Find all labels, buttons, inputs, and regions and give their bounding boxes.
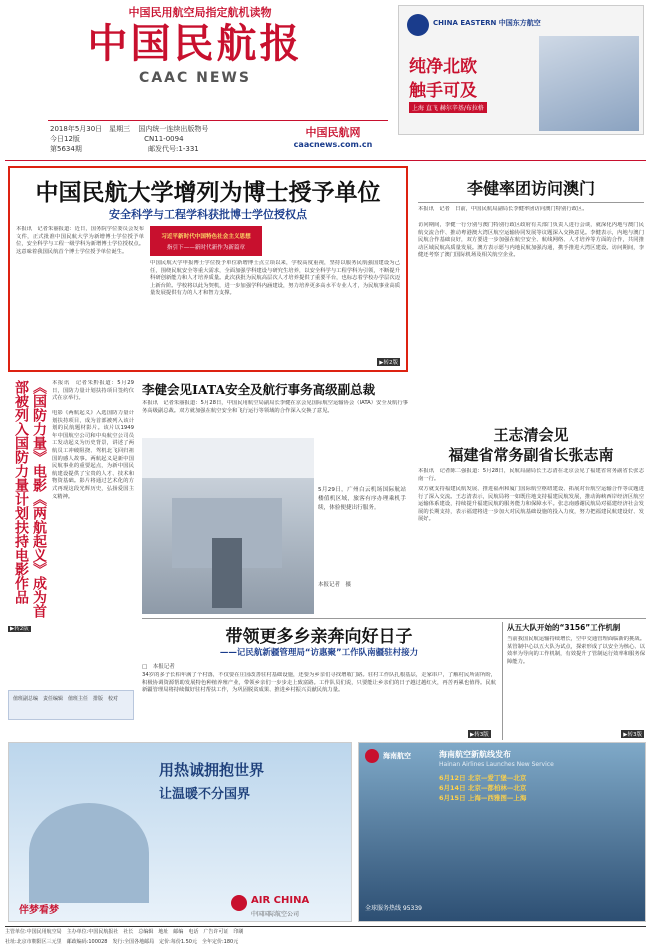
village-title: 带领更多乡亲奔向好日子 — [225, 627, 413, 647]
masthead-rule — [48, 120, 388, 121]
air-china-logo-icon — [231, 895, 247, 911]
film-more[interactable]: ▶转2版 — [10, 626, 29, 632]
airport-photo-credit: 本报记者 摄 — [318, 582, 352, 588]
lead-body: 中国民航大学申报博士学位授予单位新增博士点立项以来，学校高度重视，坚持以服务民航强国建设为己任，围绕民航安全等重大需求，全面加强学科建设与研究生培养，以安全科学与工程学科为引领，不断提升科研创新能力和人才培养质量。此次获批为民航高层次人才培养提供了重要平台，也标志着学校办学层次迈上新台阶。学校将以此为契机，进一步加强学科内涵建设，努力培养更多高水平专业人才，为民航事业高质量发展提供有力的人才和智力支撑。 — [150, 260, 400, 297]
lead-banner-line1: 习近平新时代中国特色社会主义思想 — [161, 234, 251, 240]
top-ad[interactable] — [398, 5, 644, 135]
editors-box — [8, 690, 134, 720]
lead-title: 中国民航大学增列为博士授予单位 — [35, 179, 381, 206]
footer-line1: 主管单位:中国民用航空局 主办单位:中国民航报社 社长 总编辑 地址 邮编 电话 广告许可证 印刷 — [5, 929, 244, 935]
bottom-ad-right[interactable] — [358, 742, 646, 922]
top-ad-line2: 触手可及 — [409, 81, 477, 101]
editors-text: 值班副总编 责任编辑 值班主任 排版 校对 — [13, 696, 119, 702]
issue-date: 2018年5月30日 星期三 — [50, 125, 131, 133]
fujian-byline: 本报讯 记者陈二强报道：5月28日，民航局副局长王志清在北京会见了福建省常务副省长张志南一行。 — [418, 468, 644, 482]
airport-photo-caption: 5月29日，广州白云机场国际航站楼值机区域，旅客有序办理乘机手续，体验便捷出行服务。 — [318, 487, 406, 511]
site-name: 中国民航网 — [305, 126, 361, 139]
issue-post-code: 邮发代号:1-331 — [148, 145, 199, 153]
top-ad-photo — [539, 36, 639, 131]
film-body-cont — [8, 626, 134, 686]
eastbound-box — [502, 622, 646, 740]
masthead-rule-bottom — [5, 160, 646, 161]
iata-title: 李健会见IATA安全及航行事务高级副总裁 — [142, 382, 376, 397]
bottom-ad-right-title: 海南航空新航线发布 — [439, 750, 511, 759]
top-ad-line1: 纯净北欧 — [409, 57, 477, 77]
site-url: caacnews.com.cn — [293, 140, 373, 149]
film-byline: 本报讯 记者朱黔报道：5月29日，国防力量计划扶持项目签约仪式在京举行。 — [52, 380, 134, 402]
iata-body: 本报讯 记者朱丽报道：5月28日，中国民用航空局副局长李健在京会见国际航空运输协会（IATA）安全及航行事务高级副总裁。双方就加强在航空安全和飞行运行等领域的合作深入交换了意见。 — [142, 400, 408, 414]
lead-banner — [150, 226, 262, 256]
bottom-ad-right-airline: 海南航空 — [383, 752, 411, 760]
macau-title: 李健率团访问澳门 — [466, 179, 595, 198]
macau-body: 访问期间，李健一行分别与澳门特别行政区政府有关部门负责人进行会谈，就深化内地与澳门民航交流合作、推动粤港澳大湾区航空运输协同发展等议题深入交换意见。李健表示，内地与澳门民航合作基础良好，双方要进一步加强在航空安全、航线网络、人才培养等方面的合作，共同推动区域民航高质量发展。澳方表示愿与内地民航加强沟通，携手推进大湾区建设。访问期间，李健还考察了澳门国际机场及相关航空企业。 — [418, 222, 644, 259]
bottom-ad-left-line1: 用热诚拥抱世界 — [159, 761, 265, 779]
top-ad-airline: CHINA EASTERN 中国东方航空 — [433, 19, 541, 27]
lead-subtitle: 安全科学与工程学科获批博士学位授权点 — [109, 208, 307, 221]
footer-rule — [5, 926, 646, 927]
fujian-body: 双方就支持福建民航发展、推进福州和厦门国际航空枢纽建设、拓展对台航空运输合作等议题进行了深入交流。王志清表示，民航局将一如既往地支持福建民航发展，推动海峡西岸经济区航空运输体系建设，持续提升福建民航的服务能力和保障水平。张志南感谢民航局对福建经济社会发展的长期支持，表示福建将进一步加大对民航基础设施的投入力度，努力把福建民航建设好、发展好。 — [418, 486, 644, 523]
fujian-title-2: 福建省常务副省长张志南 — [448, 446, 614, 464]
issue-cn-code: 国内统一连续出版物号 — [138, 125, 209, 133]
village-subtitle: ——记民航新疆管理局“访惠聚”工作队南疆驻村接力 — [219, 648, 419, 658]
top-ad-sub: 上海 直飞 赫尔辛基/布拉格 — [409, 102, 487, 113]
masthead-slogan: 中国民用航空局指定航机读物 — [128, 6, 272, 19]
bottom-ad-right-hotline: 全球服务热线 95339 — [365, 905, 422, 912]
airline-logo-icon — [407, 14, 429, 36]
bottom-ad-left-airline-cn: 中国国际航空公司 — [251, 911, 300, 918]
bottom-ad-left[interactable] — [8, 742, 352, 922]
village-body: 34岁的多子长柏年满了个村落，不仅要在庄园改善驻村基础设施，还要为乡亲们寻找增收门路。驻村工作队扎根基层，走家串户，了解村民所需所盼，积极协调资源帮助发展特色种植养殖产业，带领乡亲们一步步走上致富路。工作队员们说，只要能让乡亲们的日子越过越红火，再苦再累也值得。民航新疆管理局将持续做好驻村帮扶工作，为巩固脱贫成果、推进乡村振兴贡献民航力量。 — [142, 672, 496, 694]
issue-pages: 今日12版 — [50, 135, 80, 143]
village-more[interactable]: ▶转3版 — [470, 732, 489, 738]
film-body: 电影《两航起义》入选国防力量计划扶持项目，成为首部被列入该计划的民航题材影片。该片以1949年中国航空公司和中央航空公司员工发动起义为历史背景，讲述了两航员工冲破阻挠、驾机北飞回归祖国的感人故事。两航起义是新中国民航事业的重要起点，为新中国民航建设提供了宝贵的人才、技术和物资基础。影片将通过艺术化的方式再现这段光辉历史，弘扬爱国主义精神。 — [52, 410, 134, 500]
bottom-ad-left-brand: 伴梦看梦 — [19, 905, 59, 916]
masthead-en: CAAC NEWS — [139, 70, 251, 86]
lead-more[interactable]: ▶转2版 — [379, 360, 398, 366]
fujian-title-1: 王志清会见 — [493, 426, 569, 444]
masthead-title: 中国民航报 — [87, 20, 303, 67]
bottom-ad-right-subtitle: Hainan Airlines Launches New Service — [439, 761, 554, 768]
bottom-ad-left-airline: AIR CHINA — [251, 895, 310, 906]
film-title: 《国防力量》电影《两航起义》成为首部被列入国防力量计划扶持电影作品 — [13, 380, 47, 618]
eastbound-body: 当前我国民航运输持续增长，空中交通管理面临新的挑战。某管制中心以五大队为试点，探索形成了以安全为核心、以效率为导向的工作机制，有效提升了管制运行效率和服务保障能力。 — [507, 636, 645, 665]
macau-rule — [418, 202, 644, 203]
eastbound-title: 从五大队开始的“3156”工作机制 — [507, 623, 621, 632]
issue-number: 第5634期 — [50, 145, 82, 153]
footer-line2: 社址:北京市朝阳区三元里 邮政编码:100028 发行:全国各地邮局 定价:每份1.50元 全年定价:180元 — [5, 939, 239, 945]
hainan-logo-icon — [365, 749, 379, 763]
bottom-ad-left-people — [29, 803, 149, 903]
lead-byline: 本报讯 记者朱丽报道：近日，国务院学位委员会发布文件，正式批准中国民航大学为新增博士学位授予单位，安全科学与工程一级学科为新增博士学位授权点。这意味着我国民航首个博士学位授予单位诞生。 — [16, 226, 144, 255]
bottom-ad-right-dates: 6月12日 北京—爱丁堡—北京 6月14日 北京—都柏林—北京 6月15日 上海—西雅图—上海 — [439, 774, 527, 802]
lead-story — [8, 166, 408, 372]
lead-banner-line2: 指引下——新时代新作为新篇章 — [166, 245, 246, 251]
site-logo[interactable] — [278, 124, 388, 154]
village-rule — [142, 618, 646, 619]
macau-byline: 本报讯 记者 日前，中国民航局副局长李健率团访问澳门特别行政区。 — [418, 206, 588, 212]
bottom-ad-left-line2: 让温暖不分国界 — [159, 787, 251, 802]
village-byline: □ 本报记者 — [142, 664, 181, 670]
eastbound-more[interactable]: ▶转3版 — [623, 732, 642, 738]
issue-cn-num: CN11-0094 — [144, 135, 184, 143]
airport-photo — [142, 438, 314, 614]
